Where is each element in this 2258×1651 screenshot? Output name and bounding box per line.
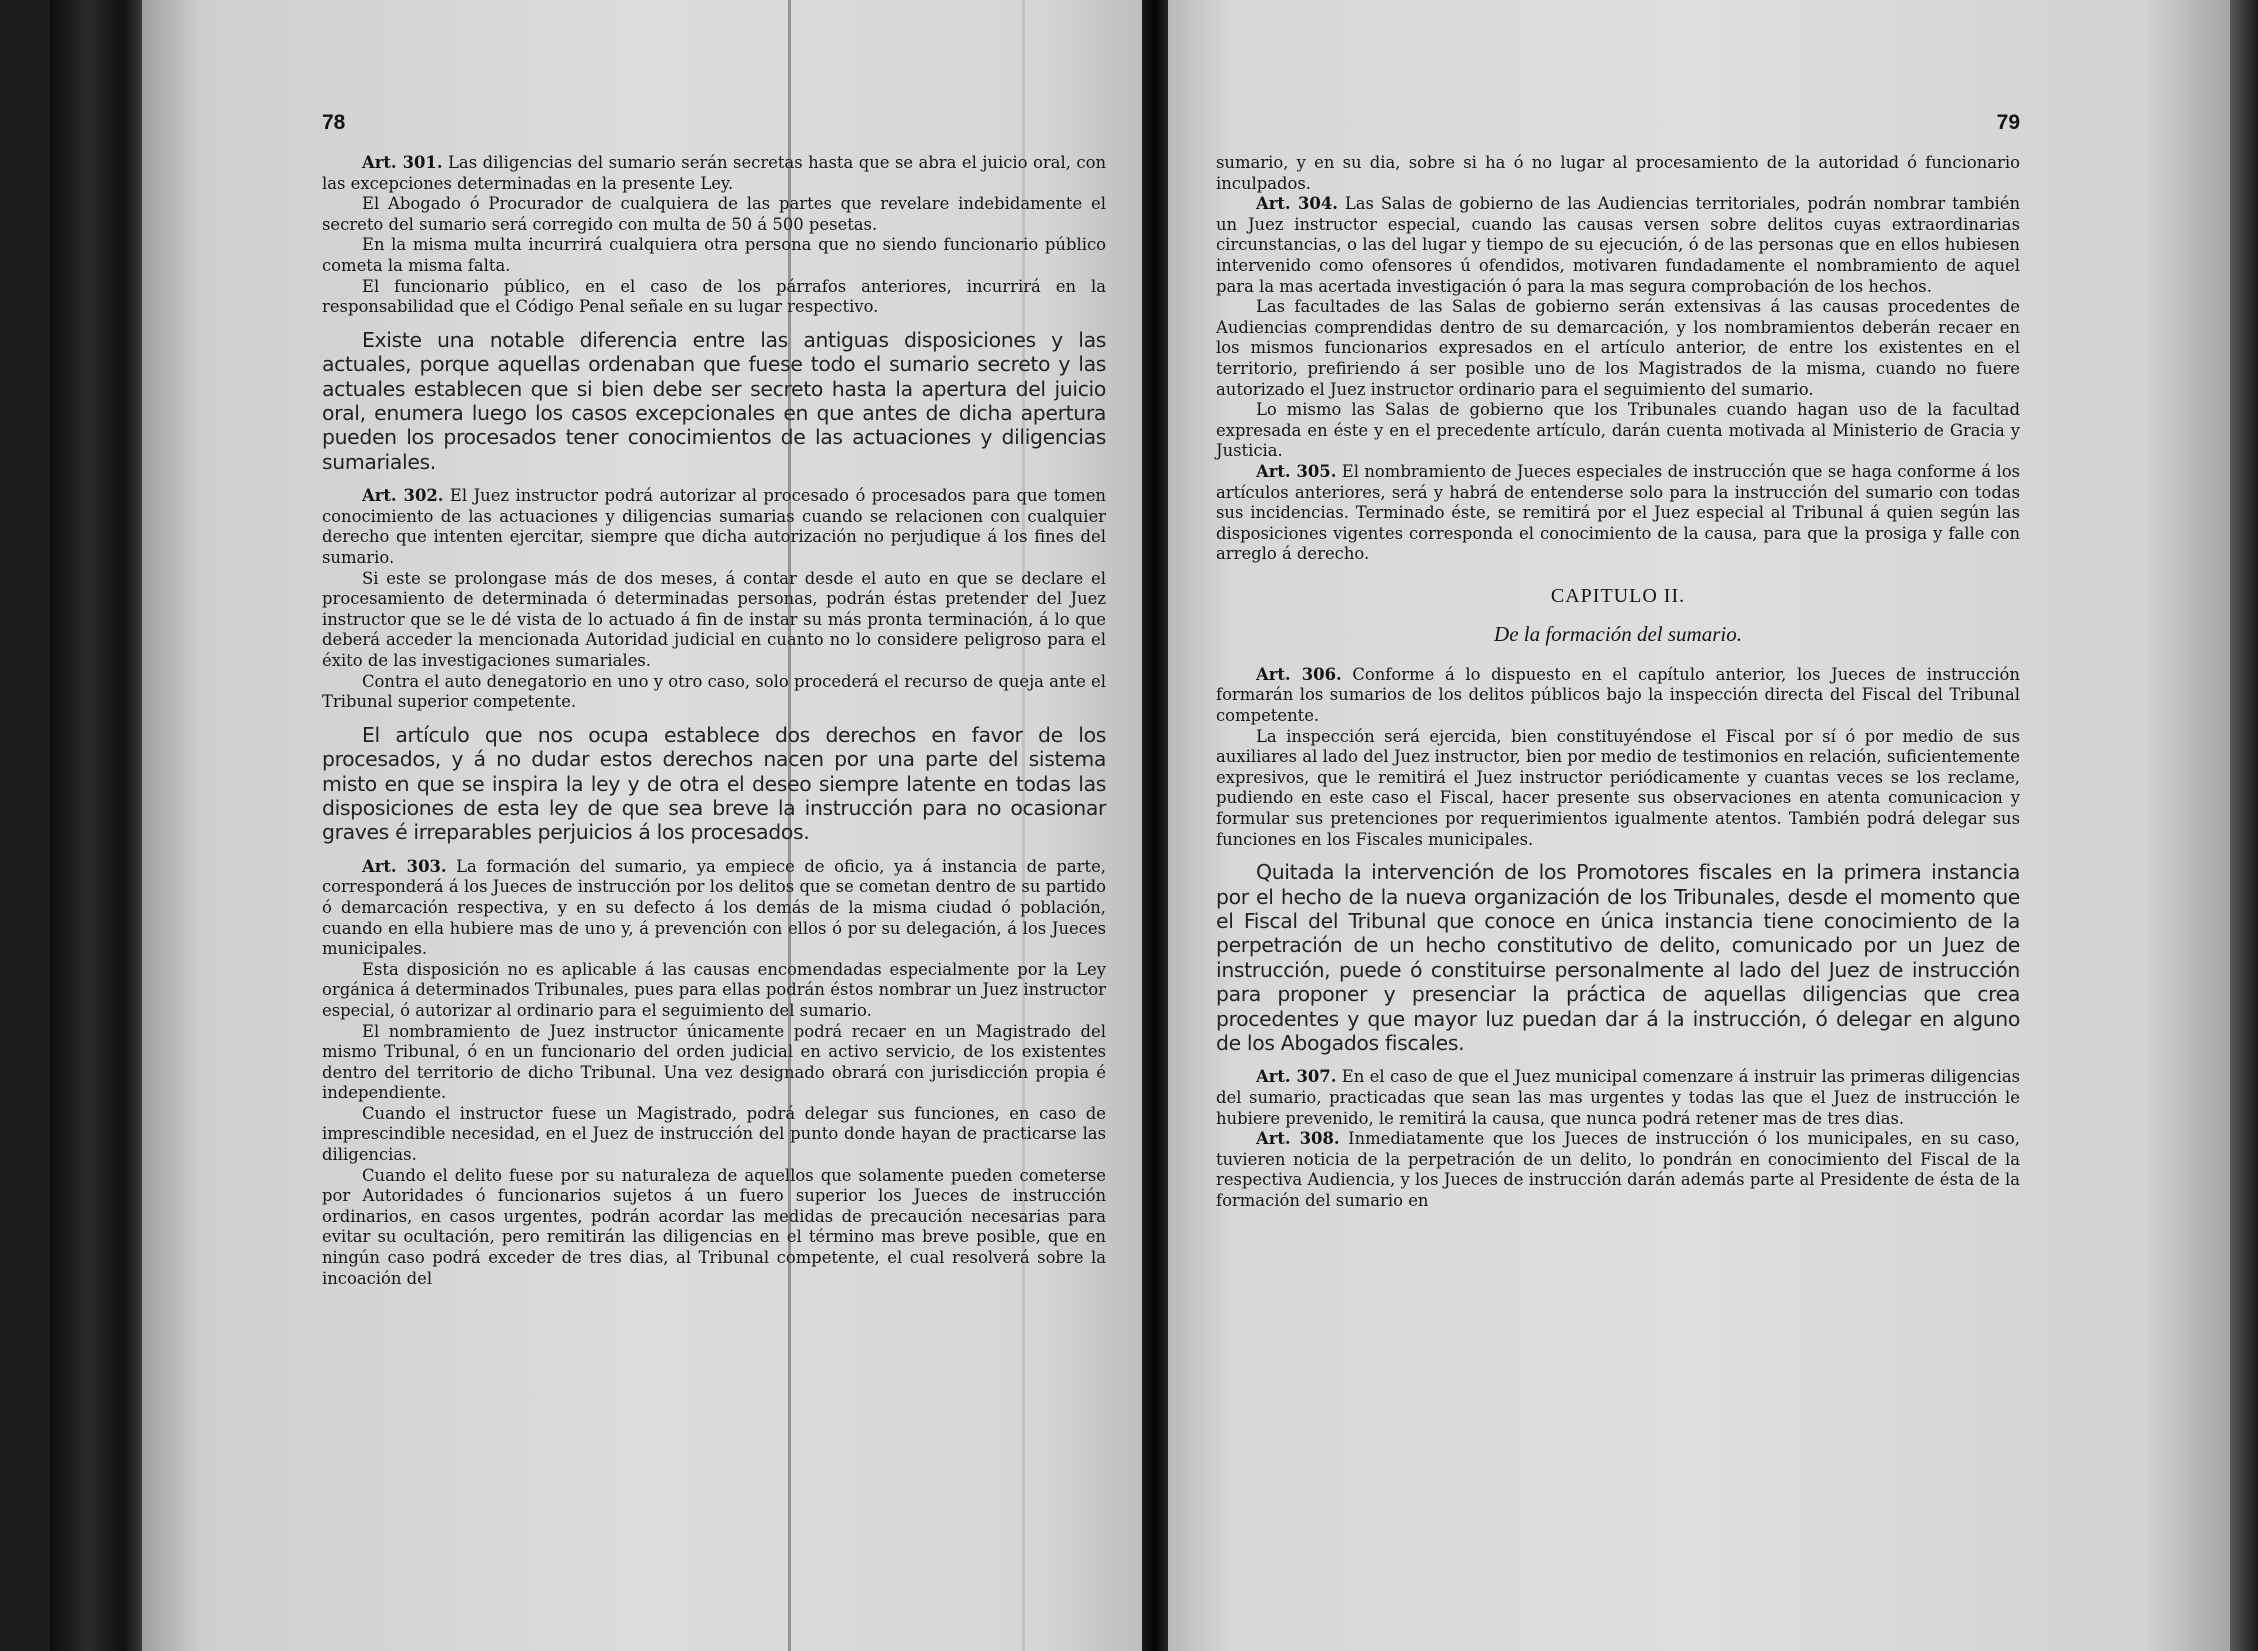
article-paragraph — [1216, 665, 2020, 727]
paragraph-text: El Juez instructor podrá autorizar al procesado ó procesados para que tomen conocimiento de las actuaciones y diligencias sumarias cuando se relacionen con cualquier derecho que intenten ejercitar, siempre que dicha autorización no perjudique á los fines del sumario. — [322, 486, 1106, 567]
article-paragraph — [322, 486, 1106, 568]
statute-block — [322, 857, 1106, 1289]
paragraph — [322, 569, 1106, 672]
paragraph-text: La inspección será ejercida, bien constituyéndose el Fiscal por sí ó por medio de sus auxiliares al lado del Juez instructor, bien por medio de testimonios en relación, suficientemente expresivos, que le remitirá el Juez instructor periódicamente y cuantas veces se los reclame, pudiendo en este caso el Fiscal, hacer presente sus observaciones en atenta comunicacion y formular sus pretenciones por requerimientos igualmente atentos. También podrá delegar sus funciones en los Fiscales municipales. — [1216, 726, 2020, 849]
article-paragraph — [1216, 1129, 2020, 1211]
article-paragraph — [1216, 1067, 2020, 1129]
paragraph-text: Quitada la intervención de los Promotores fiscales en la primera instancia por el hecho de la nueva organización de los Tribunales, desde el momento que el Fiscal del Tribunal que conoce en única instancia tiene conocimiento de la perpetración de un hecho constitutivo de delito, comunicado por un Juez de instrucción, puede ó constituirse personalmente al lado del Juez de instrucción para proponer y presenciar la práctica de aquellas diligencias que crea procedentes y que mayor luz puedan dar á la instrucción, ó delegar en alguno de los Abogados fiscales. — [1216, 860, 2020, 1056]
book-binding — [50, 0, 142, 1651]
right-page-body-bottom — [1216, 665, 2020, 1212]
statute-block — [322, 153, 1106, 318]
article-number: Art. 304. — [1256, 194, 1338, 214]
paragraph — [322, 194, 1106, 235]
page-number-left: 78 — [322, 111, 346, 134]
paragraph-text: El nombramiento de Jueces especiales de instrucción que se haga conforme á los artículos anteriores, será y habrá de entenderse solo para la instrucción del sumario con todas sus incidencias. Terminado éste, se remitirá por el Juez especial al Tribunal á quien según las disposiciones vigentes corresponda el conocimiento de la causa, para que la prosiga y falle con arreglo á derecho. — [1216, 461, 2020, 564]
statute-block — [1216, 1067, 2020, 1211]
paragraph — [1216, 400, 2020, 462]
paragraph-text: Las diligencias del sumario serán secretas hasta que se abra el juicio oral, con las excepciones determinadas en la presente Ley. — [322, 153, 1106, 193]
commentary-block — [1216, 860, 2020, 1055]
paragraph — [322, 277, 1106, 318]
article-paragraph — [1216, 462, 2020, 565]
paragraph — [1216, 860, 2020, 1055]
right-page-body-top — [1216, 153, 2020, 565]
article-paragraph — [322, 153, 1106, 194]
paragraph — [322, 1022, 1106, 1104]
statute-block — [1216, 153, 2020, 565]
scan-crease — [788, 0, 791, 1651]
paragraph — [1216, 153, 2020, 194]
paragraph — [1216, 727, 2020, 851]
paragraph — [322, 1104, 1106, 1166]
right-page — [1168, 0, 2230, 1651]
paragraph-text: En la misma multa incurrirá cualquiera otra persona que no siendo funcionario público cometa la misma falta. — [322, 235, 1106, 275]
paragraph-text: Las facultades de las Salas de gobierno serán extensivas á las causas procedentes de Audiencias comprendidas dentro de su demarcación, y los nombramientos deberán recaer en los mismos funcionarios expresados en el artículo anterior, de entre los existentes en el territorio, prefiriendo á ser posible uno de los Magistrados de la misma, cuando no fuere autorizado el Juez instructor ordinario para el seguimiento del sumario. — [1216, 297, 2020, 399]
paragraph-text: Existe una notable diferencia entre las antiguas disposiciones y las actuales, porque aquellas ordenaban que fuese todo el sumario secreto y las actuales establecen que si bien debe ser secreto hasta la apertura del juicio oral, enumera luego los casos excepcionales en que antes de dicha apertura pueden los procesados tener conocimientos de las actuaciones y diligencias sumariales. — [322, 327, 1106, 474]
left-page — [142, 0, 1142, 1651]
paragraph-text: Conforme á lo dispuesto en el capítulo anterior, los Jueces de instrucción formarán los sumarios de los delitos públicos bajo la inspección directa del Fiscal del Tribunal competente. — [1216, 664, 2020, 726]
article-number: Art. 307. — [1256, 1067, 1337, 1087]
statute-block — [322, 486, 1106, 713]
page-number-right: 79 — [1996, 111, 2020, 134]
paragraph — [322, 960, 1106, 1022]
paragraph-text: El nombramiento de Juez instructor únicamente podrá recaer en un Magistrado del mismo Tribunal, ó en un funcionario del orden judicial en activo servicio, de los existentes dentro del territorio de dicho Tribunal. Una vez designado obrará con jurisdicción propia é independiente. — [322, 1021, 1106, 1103]
article-number: Art. 303. — [362, 856, 447, 876]
paragraph-text: Inmediatamente que los Jueces de instrucción ó los municipales, en su caso, tuvieren noticia de la perpetración de un delito, lo pondrán en conocimiento del Fiscal de la respectiva Audiencia, y los Jueces de instrucción darán además parte al Presidente de ésta de la formación del sumario en — [1216, 1129, 2021, 1211]
chapter-subtitle: De la formación del sumario. — [1494, 621, 1742, 646]
paragraph — [322, 723, 1106, 845]
paragraph-text: El funcionario público, en el caso de los párrafos anteriores, incurrirá en la responsabilidad que el Código Penal señale en su lugar respectivo. — [322, 276, 1106, 317]
paragraph-text: La formación del sumario, ya empiece de oficio, ya á instancia de parte, corresponderá á los Jueces de instrucción por los delitos que se cometan dentro de su partido ó demarcación respectiva, y en su defecto á los demás de la misma ciudad ó población, cuando en ella hubiere mas de uno y, á prevención con ellos ó por su delegación, á los Jueces municipales. — [322, 856, 1106, 959]
paragraph-text: El artículo que nos ocupa establece dos derechos en favor de los procesados, y á no dudar estos derechos nacen por una parte del sistema misto en que se inspira la ley y de otra el deseo siempre latente en todas las disposiciones de esta ley de que sea breve la instrucción para no ocasionar graves é irreparables perjuicios á los procesados. — [322, 722, 1106, 845]
chapter-heading: CAPITULO II. — [1550, 584, 1686, 607]
article-number: Art. 301. — [362, 153, 443, 172]
left-page-body — [322, 153, 1106, 1289]
paragraph-text: Contra el auto denegatorio en uno y otro caso, solo procederá el recurso de queja ante el Tribunal superior competente. — [322, 671, 1106, 712]
commentary-block — [322, 723, 1106, 845]
commentary-block — [322, 328, 1106, 474]
scan-crease — [1022, 0, 1025, 1651]
paragraph-text: Esta disposición no es aplicable á las causas encomendadas especialmente por la Ley orgánica á determinados Tribunales, pues para ellas podrán éstos nombrar un Juez instructor especial, ó autorizar al ordinario para el seguimiento del sumario. — [322, 959, 1106, 1020]
article-number: Art. 305. — [1256, 461, 1337, 481]
paragraph — [1216, 297, 2020, 400]
paragraph — [322, 1166, 1106, 1290]
paragraph — [322, 235, 1106, 276]
paragraph — [322, 672, 1106, 713]
paragraph-text: Cuando el delito fuese por su naturaleza de aquellos que solamente pueden cometerse por Autoridades ó funcionarios sujetos á un fuero superior los Jueces de instrucción ordinarios, en casos urgentes, podrán acordar las medidas de precaución necesarias para evitar su ocultación, pero remitirán las diligencias en el término mas breve posible, que en ningún caso podrá exceder de tres dias, al Tribunal competente, el cual resolverá sobre la incoación del — [322, 1165, 1106, 1288]
paragraph-text: En el caso de que el Juez municipal comenzare á instruir las primeras diligencias del sumario, practicadas que sean las mas urgentes y todas las que el Juez de instrucción le hubiere prevenido, le remitirá la causa, que nunca podrá retener mas de tres dias. — [1216, 1067, 2021, 1128]
paragraph-text: El Abogado ó Procurador de cualquiera de las partes que revelare indebidamente el secreto del sumario será corregido con multa de 50 á 500 pesetas. — [322, 194, 1106, 234]
article-number: Art. 302. — [362, 486, 444, 506]
paragraph-text: Lo mismo las Salas de gobierno que los Tribunales cuando hagan uso de la facultad expresada en éste y en el precedente artículo, darán cuenta motivada al Ministerio de Gracia y Justicia. — [1216, 400, 2020, 461]
statute-block — [1216, 665, 2020, 850]
article-number: Art. 306. — [1256, 664, 1342, 684]
paragraph-text: Cuando el instructor fuese un Magistrado, podrá delegar sus funciones, en caso de imprescindible necesidad, en el Juez de instrucción del punto donde hayan de practicarse las diligencias. — [322, 1103, 1106, 1165]
paragraph-text: Si este se prolongase más de dos meses, á contar desde el auto en que se declare el procesamiento de determinada ó determinadas personas, podrán éstas pretender del Juez instructor que se le dé vista de lo actuado á fin de instar su más pronta terminación, á lo que deberá acceder la mencionada Autoridad judicial en cuanto no lo considere peligroso para el éxito de las investigaciones sumariales. — [322, 568, 1106, 670]
paragraph — [322, 328, 1106, 474]
article-paragraph — [1216, 194, 2020, 297]
paragraph-text: Las Salas de gobierno de las Audiencias territoriales, podrán nombrar también un Juez instructor especial, cuando las causas versen sobre delitos cuyas extraordinarias circunstancias, o las del lugar y tiempo de su ejecución, ó de las personas que en ellos hubiesen intervenido como ofensores ú ofendidos, motivaren fundadamente el nombramiento de aquel para la mas acertada investigación ó para la mas segura comprobación de los hechos. — [1216, 194, 2021, 296]
article-number: Art. 308. — [1256, 1129, 1340, 1149]
book-gutter — [1142, 0, 1168, 1651]
paragraph-text: sumario, y en su dia, sobre si ha ó no lugar al procesamiento de la autoridad ó funcionario inculpados. — [1216, 153, 2020, 193]
article-paragraph — [322, 857, 1106, 960]
book-edge — [2230, 0, 2258, 1651]
